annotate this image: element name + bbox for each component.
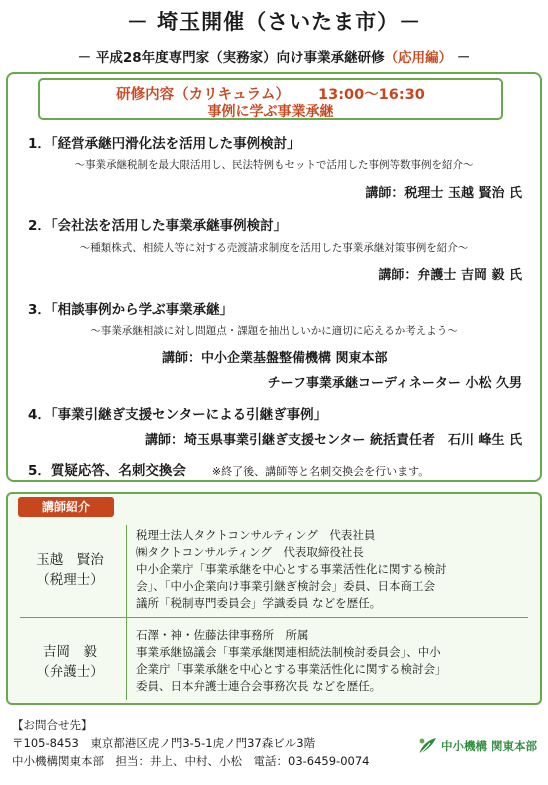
curriculum-item-title: 4．「事業引継ぎ支援センターによる引継ぎ事例」 xyxy=(28,407,328,423)
bio-line: ㈱タクトコンサルティング 代表取締役社長 xyxy=(136,545,364,559)
lecturer-intro-badge: 講師紹介 xyxy=(18,497,114,517)
lecturer-bio xyxy=(136,527,528,612)
bio-line: 会」、「中小企業向け事業引継ぎ検討会」委員、日本商工会 xyxy=(136,579,435,593)
bio-line: 委員、日本弁護士連合会事務次長 などを歴任。 xyxy=(136,679,382,693)
page-subtitle xyxy=(0,46,548,66)
bio-line: 税理士法人タクトコンサルティング 代表社員 xyxy=(136,528,376,542)
curriculum-theme: 事例に学ぶ事業承継 xyxy=(207,104,334,120)
bio-line: 石澤・神・佐藤法律事務所 所属 xyxy=(136,628,309,642)
contact-heading: 【お問合せ先】 xyxy=(12,718,93,732)
curriculum-item-lecturer: 講師：中小企業基盤整備機構 関東本部 xyxy=(162,351,388,366)
bio-line: 議所「税制専門委員会」学識委員 などを歴任。 xyxy=(136,596,382,610)
bio-line: 企業庁「事業承継を中心とする事業活性化に関する検討会」 xyxy=(136,662,447,676)
lecturer-name: 玉越 賢治 xyxy=(36,552,104,568)
bio-line: 事業承継協議会「事業承継関連相続法制検討委員会」、中小 xyxy=(136,645,441,659)
curriculum-heading: 研修内容（カリキュラム） xyxy=(116,87,291,103)
intro-column-divider xyxy=(126,525,127,700)
subtitle-accent: （応用編） xyxy=(384,50,453,66)
contact-address: 〒105-8453 東京都港区虎ノ門3-5-1虎ノ門37森ビル3階 xyxy=(12,736,316,750)
curriculum-item-title: 2．「会社法を活用した事業承継事例検討」 xyxy=(28,218,288,234)
curriculum-item-lecturer: 講師：埼玉県事業引継ぎ支援センター 統括責任者 石川 峰生 氏 xyxy=(144,433,522,448)
intro-row-divider xyxy=(20,617,528,618)
curriculum-item-title: 1．「経営承継円滑化法を活用した事例検討」 xyxy=(28,136,301,152)
curriculum-item-title xyxy=(28,459,429,479)
logo-text: 中小機構 関東本部 xyxy=(441,739,538,753)
lecturer-bio xyxy=(136,627,528,695)
curriculum-item-title: 3．「相談事例から学ぶ事業承継」 xyxy=(28,302,234,318)
contact-info xyxy=(12,716,412,770)
bio-line: 中小企業庁「事業承継を中心とする事業活性化に関する検討 xyxy=(136,562,447,576)
curriculum-item-title-text: 5．質疑応答、名刺交換会 xyxy=(28,463,186,479)
curriculum-item-lecturer: 講師：税理士 玉越 賢治 氏 xyxy=(365,186,522,201)
curriculum-item-lecturer-2: チーフ事業承継コーディネーター 小松 久男 xyxy=(267,376,522,391)
organization-logo xyxy=(416,735,542,757)
page-title: － 埼玉開催（さいたま市）－ xyxy=(126,10,422,34)
curriculum-item-desc: ～事業承継相談に対し問題点・課題を抽出しいかに適切に応えるか考えよう～ xyxy=(90,325,458,337)
lecturer-name: 吉岡 毅 xyxy=(43,644,97,660)
curriculum-item-lecturer: 講師：弁護士 吉岡 毅 氏 xyxy=(378,268,522,283)
curriculum-item-desc: ～事業承継税制を最大限活用し、民法特例もセットで活用した事例等数事例を紹介～ xyxy=(74,159,474,171)
contact-office: 中小機構関東本部 担当：井上、中村、小松 電話：03-6459-0074 xyxy=(12,754,370,768)
curriculum-header xyxy=(38,78,503,120)
lecturer-role: （税理士） xyxy=(36,572,104,588)
lecturer-role: （弁護士） xyxy=(36,664,104,680)
curriculum-time: 13:00～16:30 xyxy=(318,87,425,103)
curriculum-item-desc: ～種類株式、相続人等に対する売渡請求制度を活用した事業承継対策事例を紹介～ xyxy=(79,242,469,254)
subtitle-main: － 平成28年度専門家（実務家）向け事業承継研修 xyxy=(77,50,385,66)
smrj-leaf-logo-icon xyxy=(416,735,438,757)
curriculum-item-note: ※終了後、講師等と名刺交換会を行います。 xyxy=(211,465,430,478)
subtitle-end: － xyxy=(452,50,471,66)
